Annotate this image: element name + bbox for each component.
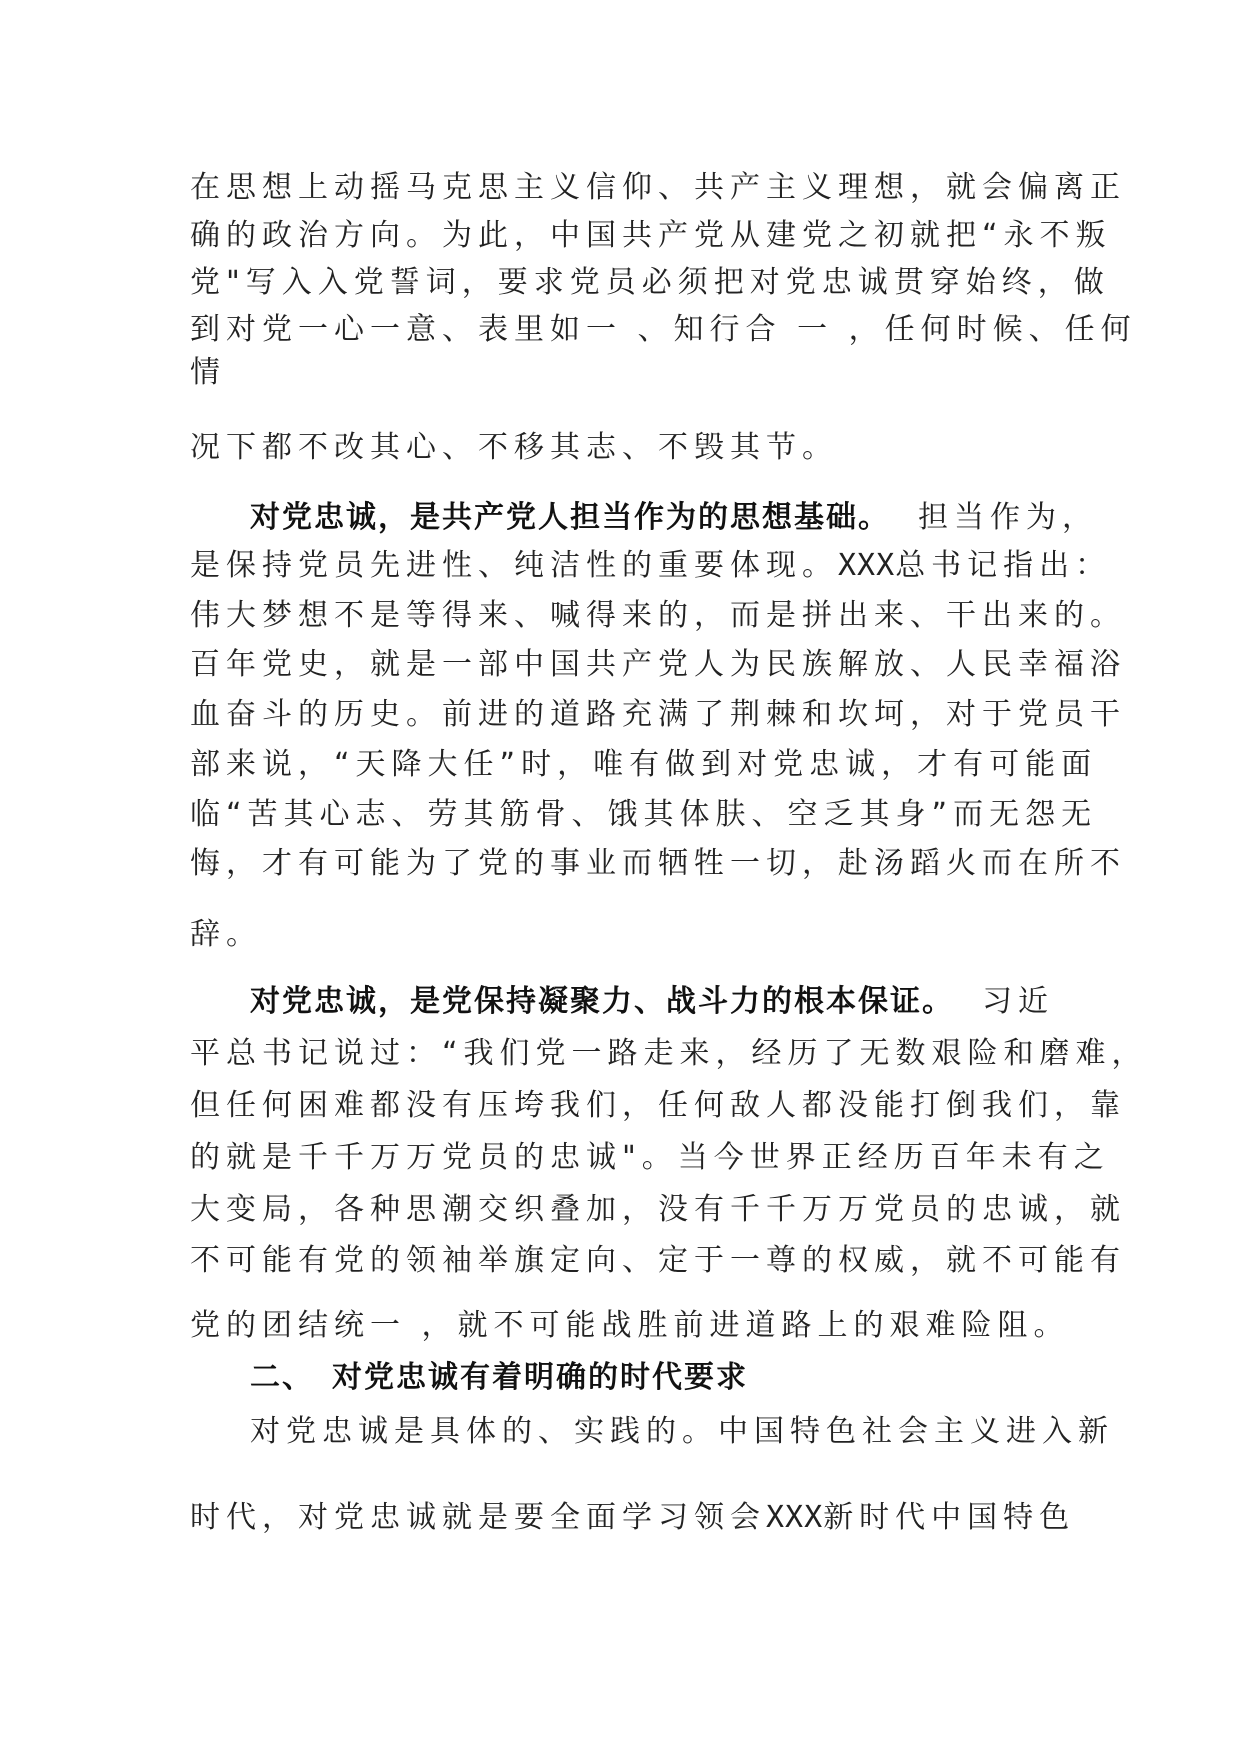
paragraph-2-line-5: 血奋斗的历史。前进的道路充满了荆棘和坎坷，对于党员干 (190, 697, 1126, 732)
section-heading (250, 1358, 1130, 1398)
paragraph-2-line-8: 悔，才有可能为了党的事业而牺牲一切，赴汤蹈火而在所不 (190, 846, 1126, 881)
paragraph-3-line-3: 但任何困难都没有压垮我们，任何敌人都没能打倒我们，靠 (190, 1088, 1126, 1123)
paragraph-2-line-3: 伟大梦想不是等得来、喊得来的，而是拼出来、干出来的。 (190, 598, 1126, 633)
paragraph-4-line-2 (190, 1498, 1076, 1538)
section-title: 对党忠诚有着明确的时代要求 (332, 1360, 748, 1395)
paragraph-1-line-4: 到对党一心一意、表里如一 、知行合 一 ，任何时候、任何 (190, 312, 1137, 347)
paragraph-1-line-1: 在思想上动摇马克思主义信仰、共产主义理想，就会偏离正 (190, 170, 1126, 205)
paragraph-2-line-7: 临“苦其心志、劳其筋骨、饿其体肤、空乏其身”而无怨无 (190, 797, 1098, 832)
paragraph-1-line-5: 情 (190, 355, 226, 390)
paragraph-3-bold-lead: 对党忠诚，是党保持凝聚力、战斗力的根本保证。 (250, 984, 954, 1019)
paragraph-1-line-3: 党"写入入党誓词，要求党员必须把对党忠诚贯穿始终，做 (190, 265, 1110, 300)
paragraph-2-line-2-part-b: 总书记指出： (895, 548, 1112, 583)
paragraph-1-line-2: 确的政治方向。为此，中国共产党从建党之初就把“永不叛 (190, 218, 1112, 253)
paragraph-2-line-1 (250, 498, 1130, 538)
paragraph-2-line-4: 百年党史，就是一部中国共产党人为民族解放、人民幸福浴 (190, 647, 1126, 682)
paragraph-3-line-1 (250, 982, 1130, 1022)
paragraph-2-line-2 (190, 546, 1112, 586)
paragraph-3-line-1-rest: 习近 (982, 984, 1054, 1019)
paragraph-3-line-2: 平总书记说过：“我们党一路走来，经历了无数艰险和磨难， (190, 1036, 1148, 1071)
redacted-name: XXX (766, 1500, 824, 1535)
paragraph-3-line-4: 的就是千千万万党员的忠诚"。当今世界正经历百年未有之 (190, 1140, 1110, 1175)
paragraph-3-line-5: 大变局，各种思潮交织叠加，没有千千万万党员的忠诚，就 (190, 1192, 1126, 1227)
paragraph-2-line-9: 辞。 (190, 917, 262, 952)
paragraph-4-line-1: 对党忠诚是具体的、实践的。中国特色社会主义进入新 (250, 1414, 1114, 1449)
paragraph-4-line-2-part-a: 时代，对党忠诚就是要全面学习领会 (190, 1500, 766, 1535)
paragraph-2-bold-lead: 对党忠诚，是共产党人担当作为的思想基础。 (250, 500, 890, 535)
paragraph-4-line-2-part-b: 新时代中国特色 (823, 1500, 1076, 1535)
paragraph-1-line-6: 况下都不改其心、不移其志、不毁其节。 (190, 430, 838, 465)
paragraph-2-line-2-part-a: 是保持党员先进性、纯洁性的重要体现。 (190, 548, 838, 583)
paragraph-3-line-6: 不可能有党的领袖举旗定向、定于一尊的权威，就不可能有 (190, 1243, 1126, 1278)
paragraph-2-line-1-rest: 担当作为， (918, 500, 1098, 535)
paragraph-2-line-6: 部来说，“天降大任”时，唯有做到对党忠诚，才有可能面 (190, 747, 1098, 782)
section-number: 二、 (250, 1360, 314, 1395)
redacted-name: XXX (838, 548, 896, 583)
paragraph-3-line-7: 党的团结统一 ，就不可能战胜前进道路上的艰难险阻。 (190, 1308, 1070, 1343)
